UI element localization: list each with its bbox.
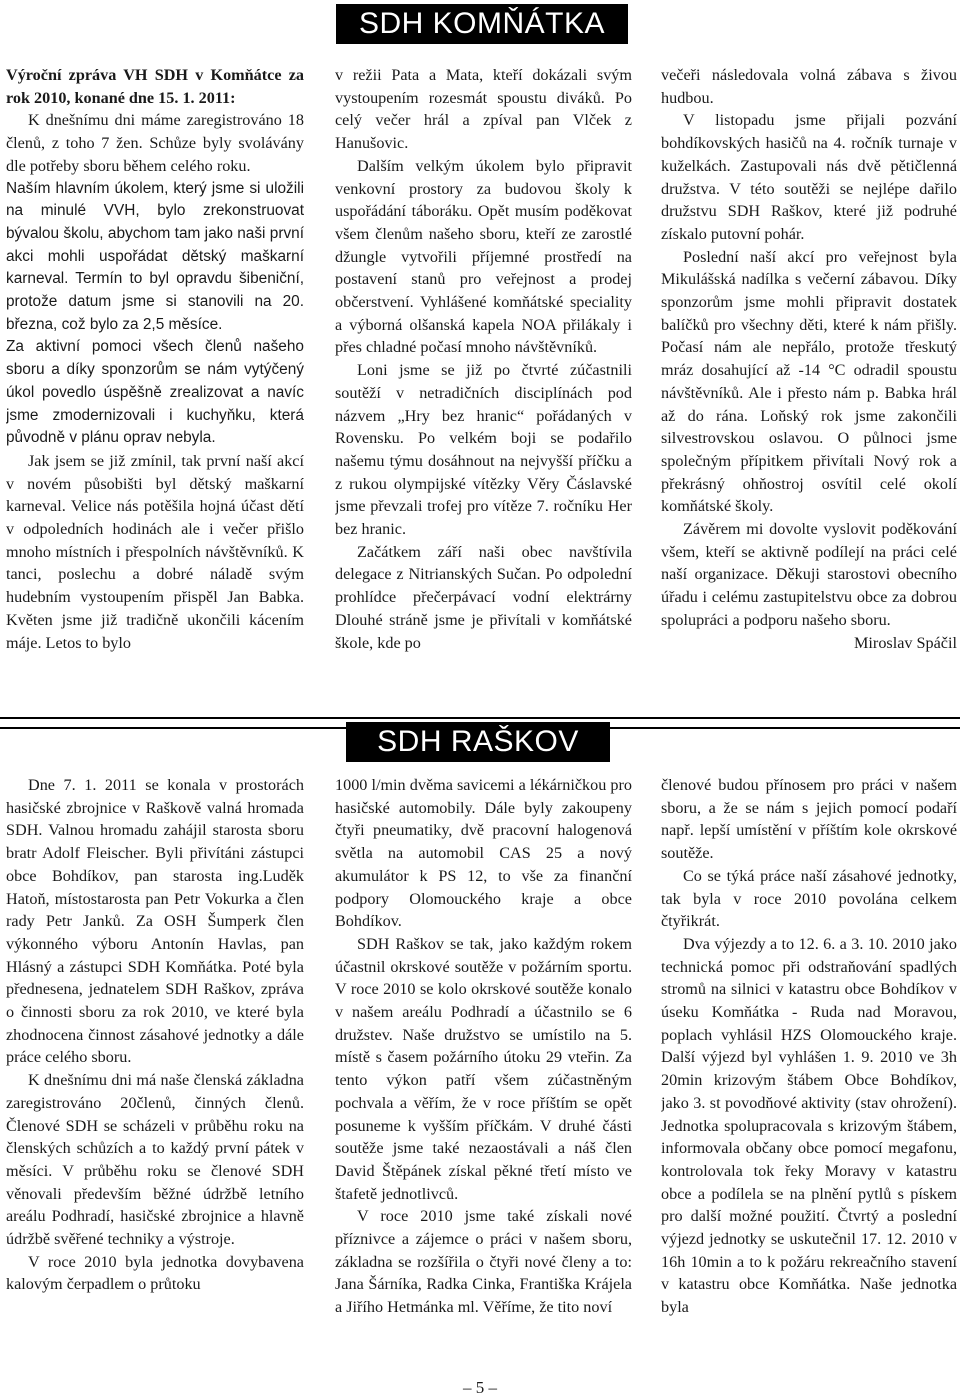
paragraph: V roce 2010 byla jednotka dovybavena kalovým čerpadlem o průtoku: [6, 1252, 304, 1294]
paragraph: Loni jsme se již po čtvrté zúčastnili soutěží v netradičních disciplínách pod názvem „Hry bez hranic“ pořádaných v Rovensku. Po velkém boji se podařilo našemu týmu dosáhnout na nejvyšší příčku a z rukou olympijské vítězky Věry Čáslavské jsme převzali trofej pro vítěze 7. ročníku Her bez hranic.: [335, 361, 632, 539]
paragraph: v režii Pata a Mata, kteří dokázali svým vystoupením rozesmát spoustu diváků. Po celý večer hrál a zpíval pan Vlček z Hanušovic.: [335, 66, 632, 153]
paragraph: Začátkem září naši obec navštívila delegace z Nitrianských Sučan. Po odpolední prohlídce přečerpávací vodní elektrárny Dlouhé stráně jsme je přivítali v komňátské škole, kde po: [335, 542, 632, 652]
komnatka-column-1: [6, 64, 304, 714]
paragraph: členové budou přínosem pro práci v našem sboru, a že se nám s jejich pomocí podaří např. lepší umístění v příštím kole okrskové soutěže.: [661, 776, 957, 863]
paragraph: Naším hlavním úkolem, který jsme si uložili na minulé VVH, bylo zrekonstruovat bývalou školu, abychom tam jako naši první akci mohli uspořádat dětský maškarní karneval. Termín to byl opravdu šibeniční, protože datum jsme si stanovili na 20. března, což bylo za 2,5 měsíce.: [6, 179, 304, 333]
paragraph: Poslední naší akcí pro veřejnost byla Mikulášská nadílka s večerní zábavou. Díky sponzorům jsme mohli připravit dostatek balíčků pro všechny děti, které k nám přišly. Počasí nám ale nepřálo, protože třeskutý mráz dosahující až -14 °C odradil spoustu návštěvníků. Ale i přesto nám p. Babka hrál až do rána. Loňský rok jsme zakončili silvestrovskou oslavou. O půlnoci jsme společným přípitkem přivítali Nový rok a překrásný ohňostroj osvítil celé okolí komňátské školy.: [661, 247, 957, 516]
paragraph: Jak jsem se již zmínil, tak první naší akcí v novém působišti byl dětský maškarní karneval. Velice nás potěšila hojná účast dětí v odpoledních hodinách ale i večer přišlo mnoho místních i přespolních návštěvníků. K tanci, poslechu a dobré náladě svým hudebním vystoupením přispěl Jan Babka. Květen jsme již tradičně ukončili kácením máje. Letos to bylo: [6, 451, 304, 652]
paragraph: SDH Raškov se tak, jako každým rokem účastnil okrskové soutěže v požárním sportu. V roce 2010 se kolo okrskové soutěže konalo v našem areálu Podhradí a účastnilo se 6 družstev. Naše družstvo se umístilo na 5. místě s časem požárního útoku 29 vteřin. Za tento výkon patří všem zúčastněným pochvala a věřím, že v roce příštím se opět posuneme k vyšším příčkám. V druhé části soutěže jsme také nezaostávali a náš člen David Štěpánek získal pěkné třetí místo ve štafetě jednotlivců.: [335, 934, 632, 1203]
section-title-raskov: SDH RAŠKOV: [346, 722, 610, 762]
paragraph: V listopadu jsme přijali pozvání bohdíkovských hasičů na 4. ročník turnaje v kuželkách. Zastupovali nás dvě pětičlenná družstva. V této soutěži se nejlépe dařilo družstvu SDH Raškov, které již podruhé získalo putovní pohár.: [661, 111, 957, 243]
raskov-column-1: [6, 774, 304, 1374]
paragraph: Dva výjezdy a to 12. 6. a 3. 10. 2010 jako technická pomoc při odstraňování spadlých stromů na silnici v katastru obce Bohdíkov v úseku Komňátka - Ruda nad Moravou, poplach vyhlásil HZS Olomouckého kraje. Další výjezd byl vyhlášen 1. 9. 2010 ve 3h 20min krizovým štábem Obce Bohdíkov, jako 3. st povodňové aktivity (stav ohrožení). Jednotka spolupracovala s krizovým štábem, informovala občany obce pomocí megafonu, kontrolovala tok řeky Moravy v katastru obce a podílela se na plnění pytlů s pískem pro další možné použití. Čtvrtý a poslední výjezd jednotky se uskutečnil 17. 12. 2010 v 16h 10min a to k požáru rekreačního stavení v katastru obce Komňátka. Naše jednotka byla: [661, 934, 957, 1317]
report-heading: Výroční zpráva VH SDH v Komňátce za rok 2010, konané dne 15. 1. 2011:: [6, 66, 304, 107]
raskov-column-2: [335, 774, 632, 1374]
paragraph: Dalším velkým úkolem bylo připravit venkovní prostory za budovou školy k uspořádání táboráku. Opět musím poděkovat všem členům našeho sboru, kteří ze zarostlé džungle vytvořili příjemné prostředí na postavení stanů pro veřejnost a prodej občerstvení. Vyhlášené komňátské speciality a výborná olšanská kapela NOA přilákaly i přes chladné počasí mnoho návštěvníků.: [335, 156, 632, 357]
paragraph: Co se týká práce naší zásahové jednotky, tak byla v roce 2010 povolána celkem čtyřikrát.: [661, 866, 957, 931]
paragraph: V roce 2010 jsme také získali nové příznivce a zájemce o práci v našem sboru, základna se rozšířila o čtyři nové členy a to: Jana Šárníka, Radka Cinka, Františka Krájela a Jiřího Hetmánka ml. Věříme, že tito noví: [335, 1207, 632, 1317]
paragraph: Závěrem mi dovolte vyslovit poděkování všem, kteří se aktivně podílejí na práci celé naší organizace. Děkuji starostovi obecního úřadu i celému zastupitelstvu obce za dobrou spolupráci a podporu našeho sboru.: [661, 520, 957, 629]
section-title-komnatka: SDH KOMŇÁTKA: [336, 4, 628, 44]
komnatka-column-2: [335, 64, 632, 714]
paragraph: Za aktivní pomoci všech členů našeho sboru a díky sponzorům se nám vytýčený úkol povedlo úspěšně zrealizovat a navíc jsme zmodernizovali i kuchyňku, která původně v plánu oprav nebyla.: [6, 338, 304, 447]
paragraph: večeři následovala volná zábava s živou hudbou.: [661, 66, 957, 107]
komnatka-column-3: [661, 64, 957, 714]
raskov-column-3: [661, 774, 957, 1374]
paragraph: K dnešnímu dni máme zaregistrováno 18 členů, z toho 7 žen. Schůze byly svolávány dle potřeby sboru během celého roku.: [6, 111, 304, 175]
page-number: – 5 –: [463, 1378, 497, 1397]
paragraph: 1000 l/min dvěma savicemi a lékárničkou pro hasičské automobily. Dále byly zakoupeny čtyři pneumatiky, dvě pracovní halogenová světla na automobil CAS 25 a nový akumulátor k PS 12, to vše za finanční podpory Olomouckého kraje a obce Bohdíkov.: [335, 776, 632, 931]
paragraph: Dne 7. 1. 2011 se konala v prostorách hasičské zbrojnice v Raškově valná hromada SDH. Valnou hromadu zahájil starosta sboru bratr Adolf Fleischer. Byli přivítáni zástupci obce Bohdíkov, pan starosta ing.Luděk Hatoň, místostarosta pan Petr Vokurka a člen rady Petr Janků. Za OSH Šumperk člen výkonného výboru Antonín Havlas, pan Hlásný a zástupci SDH Komňátka. Poté byla přednesena, jednatelem SDH Raškov, zpráva o činnosti sboru za rok 2010, ve které byla zhodnocena činnost zásahové jednotky a dále práce celého sboru.: [6, 776, 304, 1067]
paragraph: K dnešnímu dni má naše členská základna zaregistrováno 20členů, činných členů. Členové SDH se scházeli v průběhu roku na členských schůzích a to každý první pátek v měsíci. V průběhu roku se členové SDH věnovali především běžné údržbě letního areálu Podhradí, hasičské zbrojnice a hlavně údržbě svěřené techniky a výstroje.: [6, 1071, 304, 1249]
author-signature: Miroslav Spáčil: [854, 633, 957, 652]
